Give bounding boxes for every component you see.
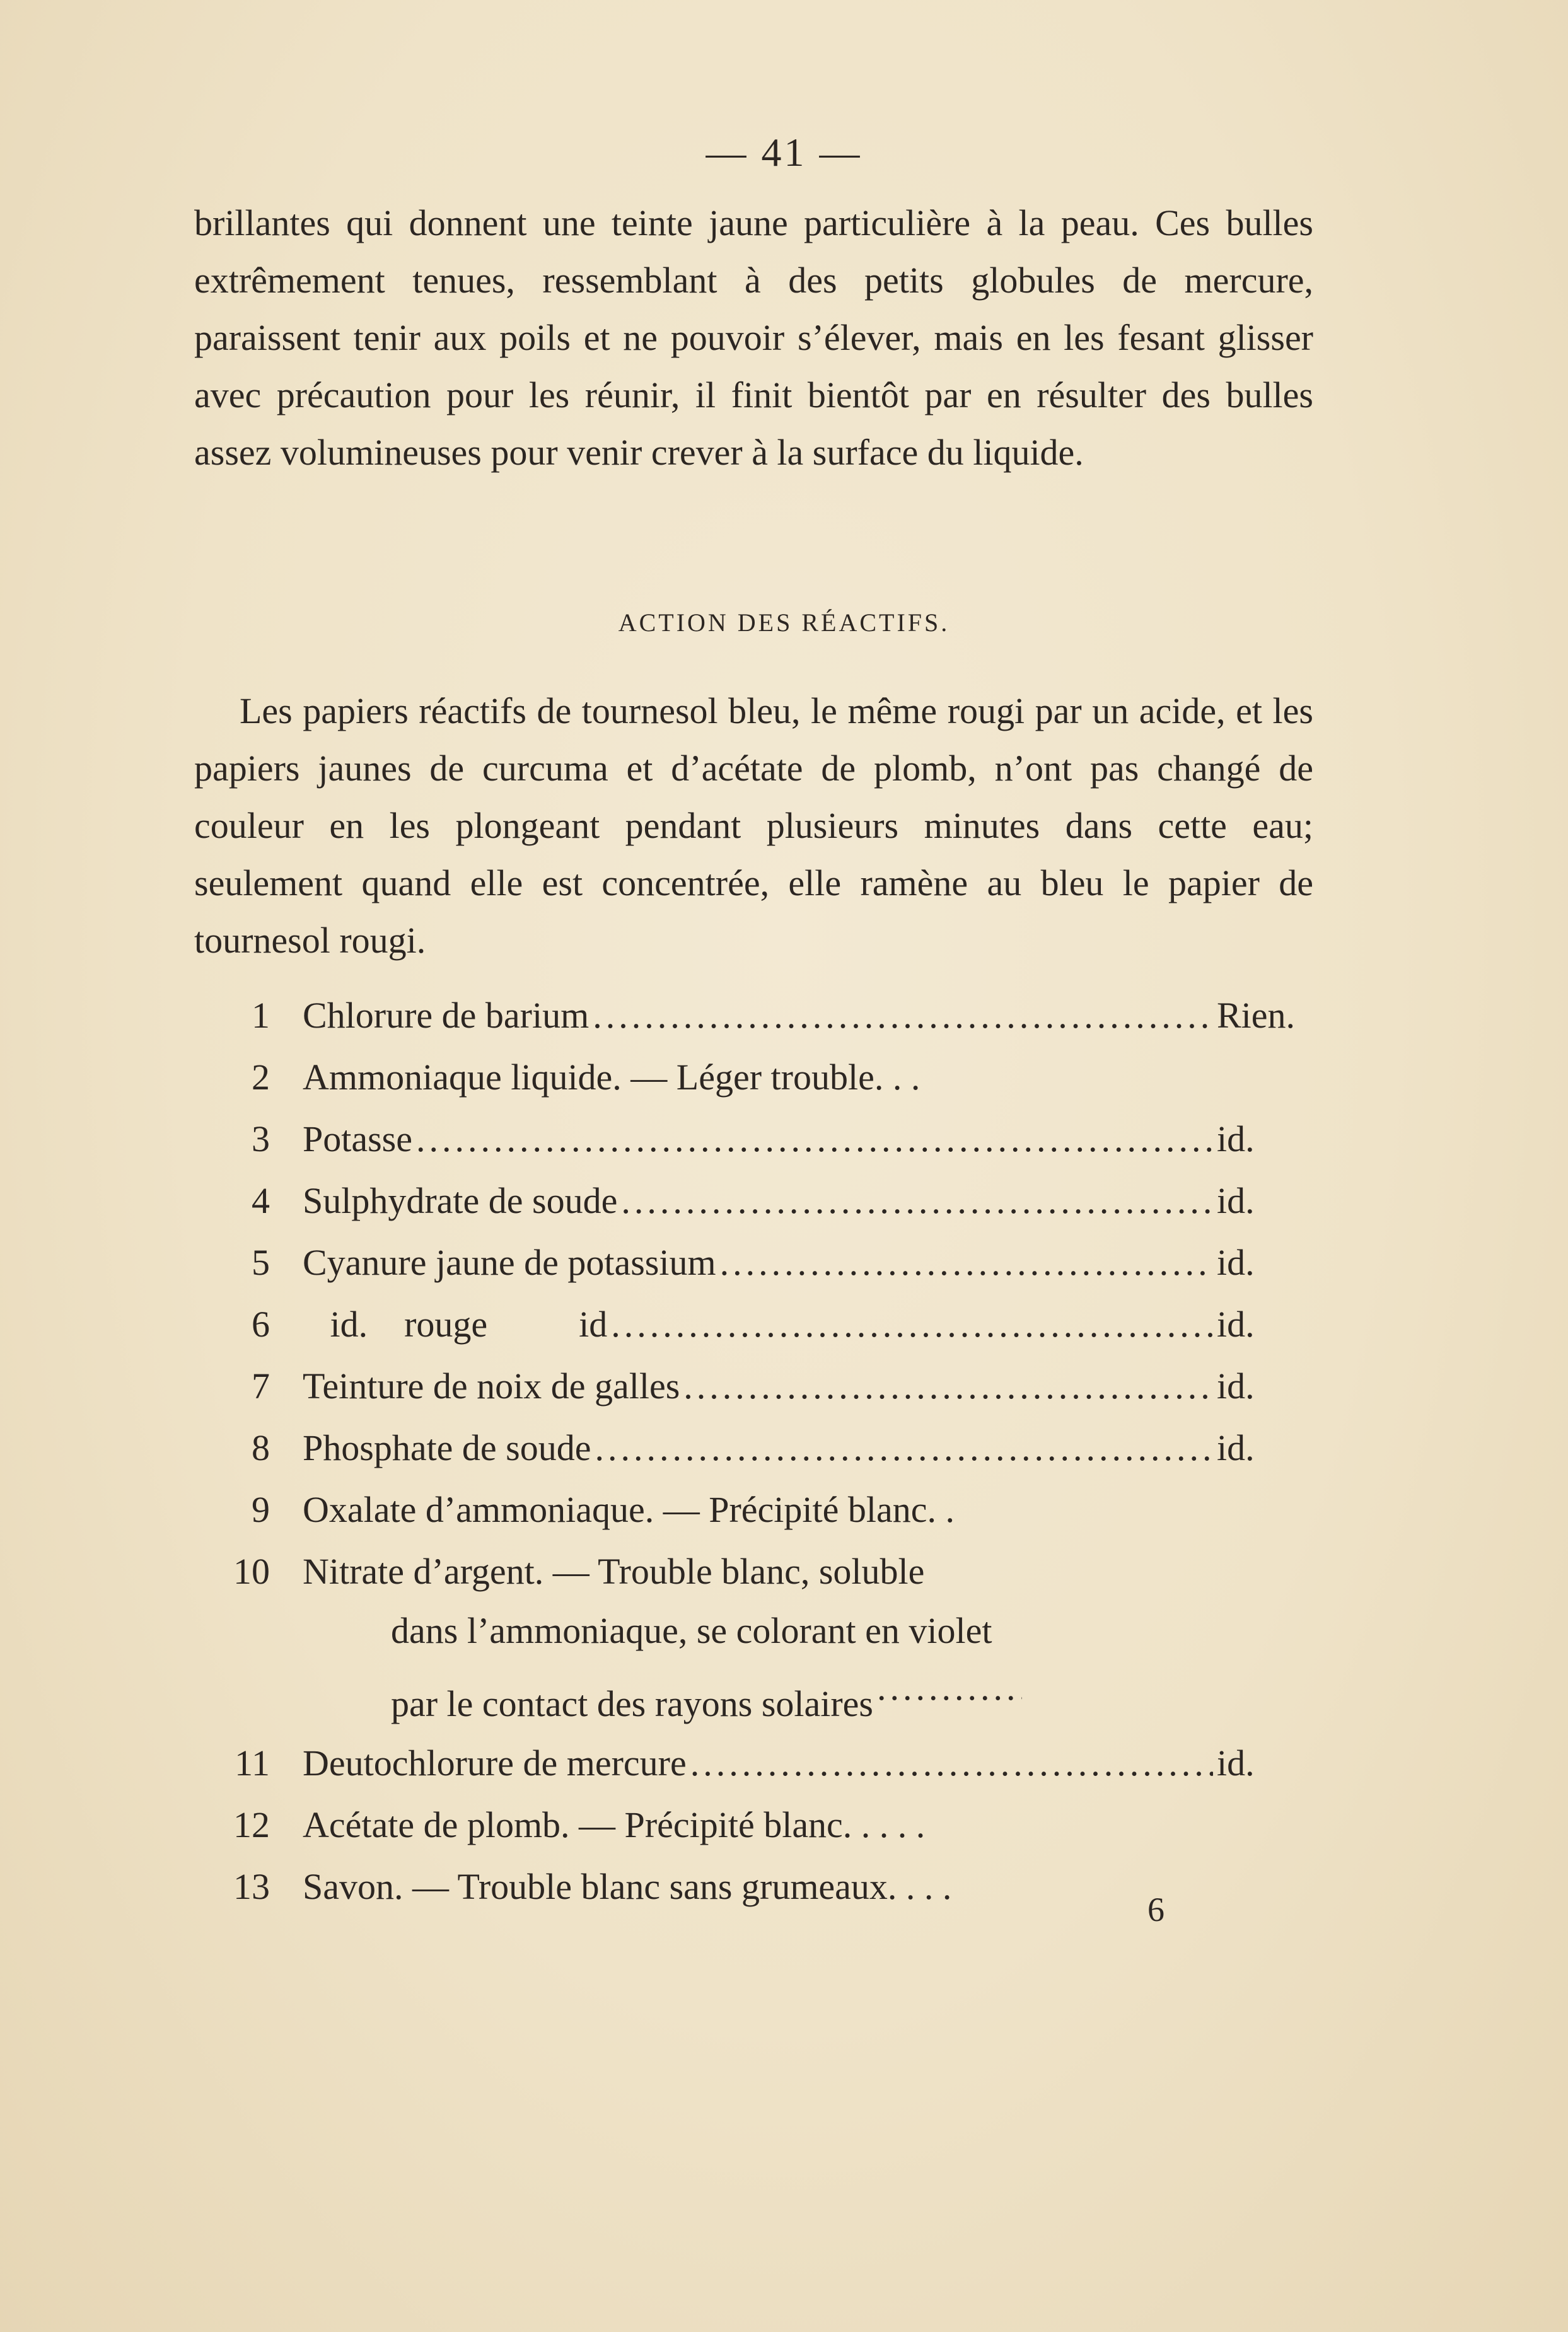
paragraph-continuation [194,194,1313,481]
paragraph-1-text: brillantes qui donnent une teinte jaune particulière à la peau. Ces bulles extrêmement tenues, ressemblant à des petits globules de mercure, paraissent tenir aux poils et ne pouvoir s’élever, mais en les fesant glisser avec précaution pour les réunir, il finit bientôt par en résulter des bulles assez volumineuses pour venir crever à la surface du liquide. [194,202,1313,473]
leader-dots [593,985,1213,1047]
reaction-row [189,1794,1311,1856]
reaction-row [189,1417,1311,1479]
reaction-continuation-text: par le contact des rayons solaires [391,1683,873,1724]
reaction-label: Oxalate d’ammoniaque. — Précipité blanc. . [303,1489,955,1530]
reaction-label: Potasse [303,1118,412,1159]
reaction-row [189,1856,1311,1918]
reaction-continuation-line: dans l’ammoniaque, se colorant en violet [391,1610,992,1651]
reaction-row [189,1232,1311,1294]
reaction-number: 3 [252,1118,270,1159]
leader-dots [683,1355,1213,1417]
leader-dots [621,1170,1213,1232]
leader-dots [720,1232,1213,1294]
reaction-result: id. [1217,1427,1255,1468]
reaction-number: 11 [235,1743,270,1784]
reaction-number: 8 [252,1427,270,1468]
paragraph-2-text: Les papiers réactifs de tournesol bleu, le même rougi par un acide, et les papiers jaunes de curcuma et d’acétate de plomb, n’ont pas changé de couleur en les plongeant pendant plusieurs minutes dans cette eau; seulement quand elle est concentrée, elle ramène au bleu le papier de tournesol rougi. [194,690,1313,961]
reaction-number: 7 [252,1366,270,1407]
leader-dots [877,1659,1022,1716]
reaction-result: id. [1217,1743,1255,1784]
reaction-label: Acétate de plomb. — Précipité blanc. . . . . [303,1804,926,1845]
reaction-continuation-line [189,1659,1311,1732]
reaction-label: Sulphydrate de soude [303,1180,618,1221]
reaction-row [189,1108,1311,1170]
reaction-number: 5 [252,1242,270,1283]
reaction-number: 2 [252,1057,270,1098]
reaction-row [189,1170,1311,1232]
reaction-number: 1 [252,995,270,1036]
reaction-label: Nitrate d’argent. — Trouble blanc, soluble [303,1551,925,1592]
paragraph-reagent-papers [194,682,1313,969]
reaction-label: Chlorure de barium [303,995,589,1036]
reaction-row [189,1479,1311,1541]
reaction-label: Teinture de noix de galles [303,1366,680,1407]
reactions-list [189,985,1311,1918]
reaction-row [189,1047,1311,1108]
leader-dots [595,1417,1214,1479]
reaction-row [189,1732,1311,1794]
reaction-label: id. rouge id [303,1304,608,1345]
reaction-result: id. [1217,1366,1255,1407]
section-heading: ACTION DES RÉACTIFS. [618,608,950,637]
reaction-number: 10 [233,1551,270,1592]
reaction-result: id. [1217,1304,1255,1345]
reaction-result: Rien. [1217,995,1296,1036]
leader-dots [416,1108,1213,1170]
reaction-label: Cyanure jaune de potassium [303,1242,716,1283]
page-number: — 41 — [706,130,862,175]
reaction-result: id. [1217,1242,1255,1283]
reaction-label: Phosphate de soude [303,1427,591,1468]
leader-dots [690,1732,1213,1794]
reaction-number: 9 [252,1489,270,1530]
reaction-row [189,985,1311,1047]
reaction-number: 6 [252,1304,270,1345]
signature-mark: 6 [1147,1891,1164,1929]
reaction-number: 4 [252,1180,270,1221]
reaction-row [189,1541,1311,1603]
reaction-number: 13 [233,1866,270,1907]
reaction-row [189,1355,1311,1417]
reaction-result: id. [1217,1180,1255,1221]
reaction-label: Savon. — Trouble blanc sans grumeaux. . . . [303,1866,952,1907]
reaction-label: Ammoniaque liquide. — Léger trouble. . . [303,1057,920,1098]
leader-dots [611,1294,1213,1355]
reaction-label: Deutochlorure de mercure [303,1743,687,1784]
reaction-result: id. [1217,1118,1255,1159]
reaction-row [189,1294,1311,1355]
reaction-number: 12 [233,1804,270,1845]
